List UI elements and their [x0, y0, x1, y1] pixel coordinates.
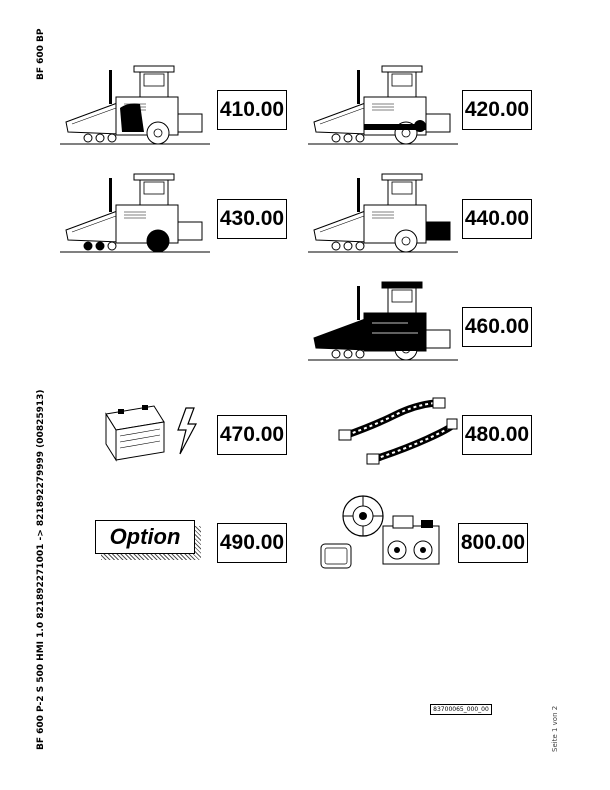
doc-id-label: 83700065_000_00	[430, 704, 492, 715]
tile-470-label[interactable]: 470.00	[217, 415, 287, 455]
paver-engine-icon	[60, 62, 210, 147]
option-icon	[95, 520, 201, 560]
tile-480-label[interactable]: 480.00	[462, 415, 532, 455]
paver-frame-icon	[308, 278, 458, 363]
tile-410-label[interactable]: 410.00	[217, 90, 287, 130]
battery-electrical-icon	[100, 400, 210, 465]
tile-800-label[interactable]: 800.00	[458, 523, 528, 563]
hydraulic-pump-icon	[315, 492, 455, 577]
hydraulic-hose-icon	[335, 395, 460, 470]
paver-screed-icon	[308, 170, 458, 255]
tile-460-label[interactable]: 460.00	[462, 307, 532, 347]
paver-wheel-icon	[60, 170, 210, 255]
option-badge: Option	[95, 520, 195, 554]
tile-490-label[interactable]: 490.00	[217, 523, 287, 563]
tile-440-label[interactable]: 440.00	[462, 199, 532, 239]
paver-chassis-icon	[308, 62, 458, 147]
page-number: Seite 1 von 2	[551, 705, 559, 752]
tile-430-label[interactable]: 430.00	[217, 199, 287, 239]
model-short-label: BF 600 BP	[36, 28, 46, 80]
model-full-label: BF 600 P-2 S 500 HMI 1.0 821892271001 -> 821892279999 (00825913)	[36, 389, 46, 750]
tile-420-label[interactable]: 420.00	[462, 90, 532, 130]
